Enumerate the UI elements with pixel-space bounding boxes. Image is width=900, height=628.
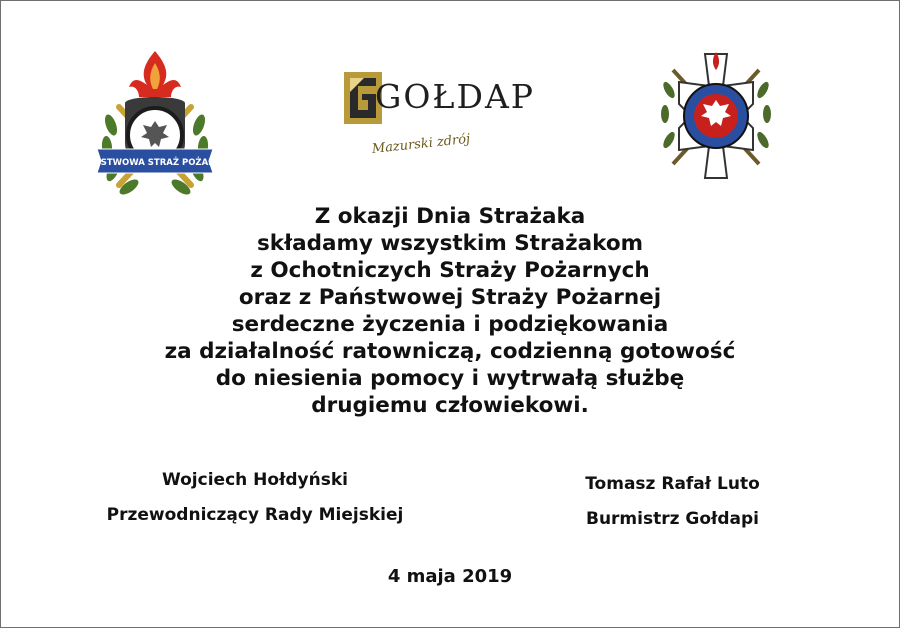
signature-council-chairman bbox=[40, 470, 470, 525]
osp-volunteer-fire-cross-emblem-icon bbox=[655, 50, 777, 182]
message-line: składamy wszystkim Strażakom bbox=[257, 231, 643, 256]
psp-fire-service-emblem-icon bbox=[81, 47, 229, 199]
goldap-name: GOŁDAP bbox=[375, 77, 535, 116]
message-line: serdeczne życzenia i podziękowania bbox=[231, 312, 669, 337]
message-line: Z okazji Dnia Strażaka bbox=[314, 204, 586, 229]
message-line: z Ochotniczych Straży Pożarnych bbox=[250, 258, 650, 283]
message-line: za działalność ratowniczą, codzienną gotowość bbox=[164, 339, 736, 364]
psp-ribbon-text: PAŃSTWOWA STRAŻ POŻARNA bbox=[81, 158, 229, 168]
message-line: oraz z Państwowej Straży Pożarnej bbox=[238, 285, 662, 310]
greeting-message bbox=[100, 203, 800, 419]
message-line: drugiemu człowiekowi. bbox=[311, 393, 589, 418]
signature-name: Wojciech Hołdyński bbox=[161, 470, 348, 490]
goldap-tagline: Mazurski zdrój bbox=[371, 131, 471, 157]
signature-name: Tomasz Rafał Luto bbox=[585, 474, 760, 494]
date: 4 maja 2019 bbox=[387, 566, 513, 587]
signature-title: Przewodniczący Rady Miejskiej bbox=[106, 505, 404, 525]
message-line: do niesienia pomocy i wytrwałą służbę bbox=[215, 366, 685, 391]
signature-mayor bbox=[540, 474, 805, 529]
signature-title: Burmistrz Gołdapi bbox=[585, 509, 759, 529]
